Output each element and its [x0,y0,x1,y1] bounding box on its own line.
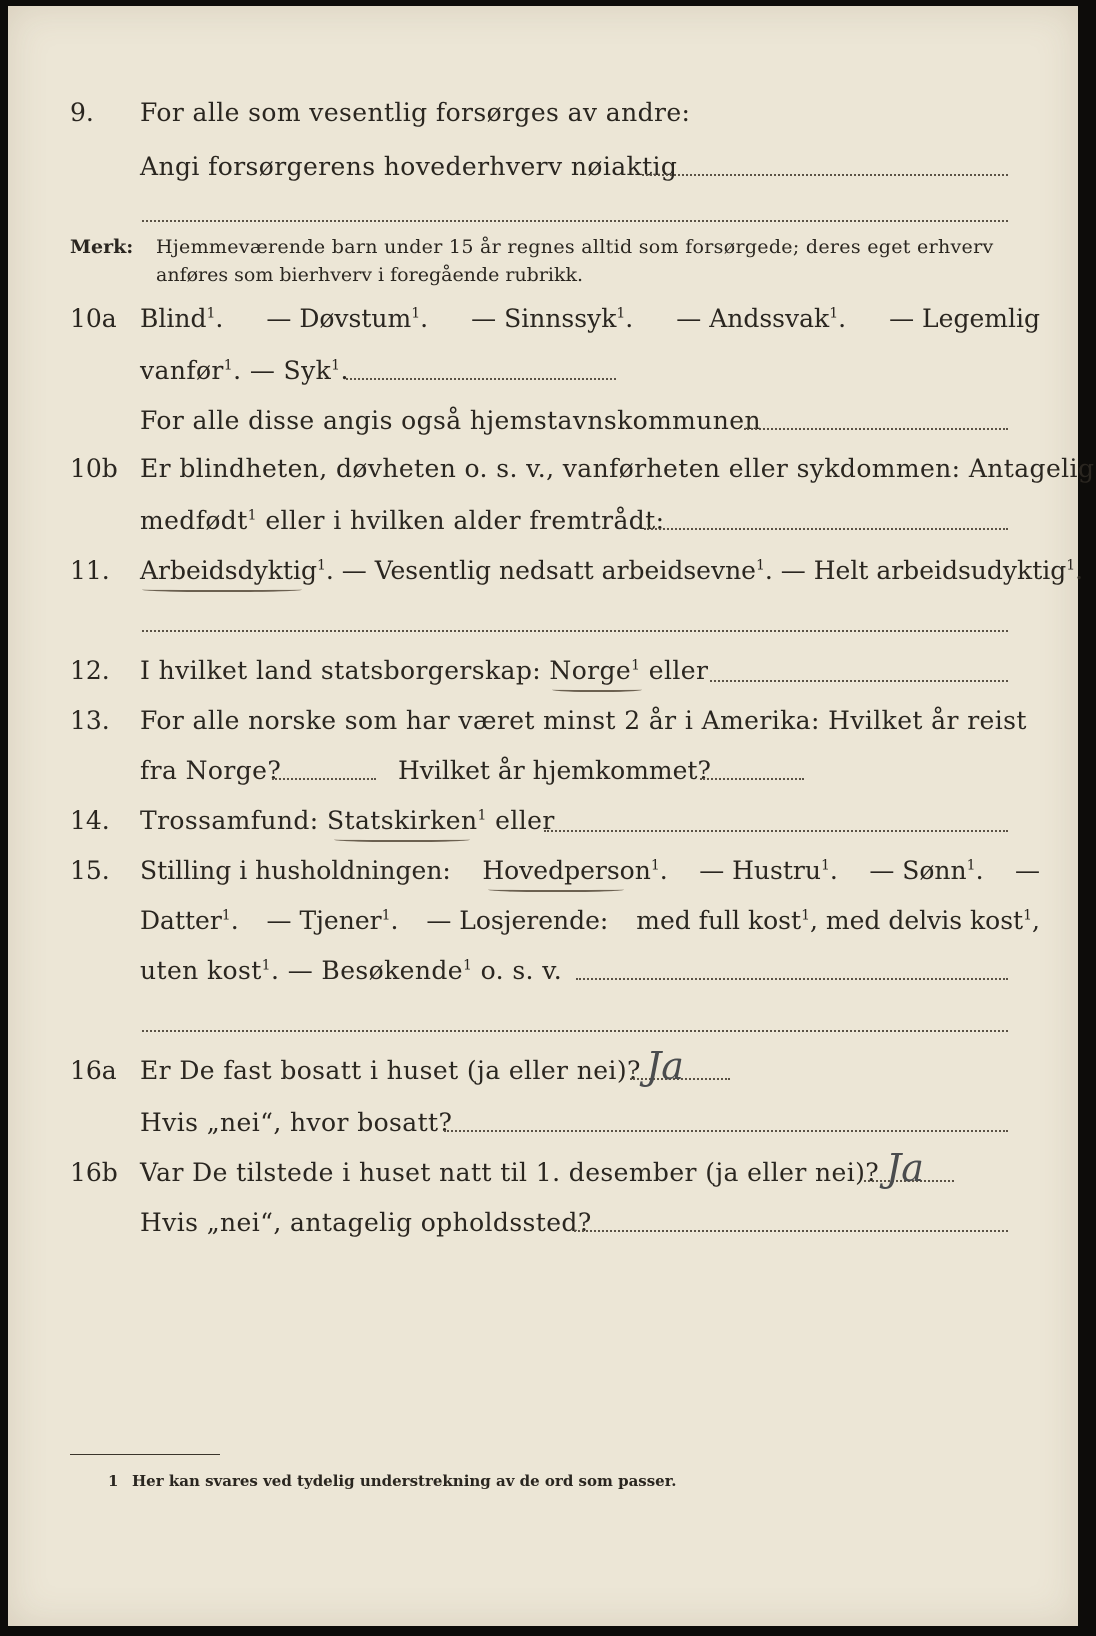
q16a-bosatt-line[interactable] [444,1130,1008,1132]
q9-answer-line[interactable] [642,174,1008,176]
q11-answer-line[interactable] [142,630,1008,632]
q9-line1: For alle som vesentlig forsørges av andre: [140,98,691,127]
q16a-number: 16a [70,1056,117,1085]
merk-line2: anføres som bierhverv i foregående rubrikk. [156,264,584,286]
footnote-mark: 1 [108,1472,119,1490]
q16a-question: Er De fast bosatt i huset (ja eller nei)? [140,1056,641,1085]
q14-number: 14. [70,806,110,835]
opt-full-kost[interactable]: med full kost [636,906,802,935]
opt-medfodt[interactable]: medfødt [140,506,248,535]
q15-number: 15. [70,856,110,885]
opt-legemlig[interactable]: — Legemlig [889,304,1040,333]
q15-label: Stilling i husholdningen: [140,856,451,885]
q12-answer-line[interactable] [710,680,1008,682]
q14-handwritten-underline [334,836,470,842]
opt-besokende[interactable]: — Besøkende [287,956,463,985]
opt-arbeidsdyktig[interactable]: Arbeidsdyktig [140,556,317,585]
q16a-hvor-bosatt: Hvis „nei“, hvor bosatt? [140,1108,453,1137]
q9-number: 9. [70,98,94,127]
opt-norge[interactable]: Norge [549,656,632,685]
q10a-answer-line[interactable] [346,378,616,380]
q12-number: 12. [70,656,110,685]
q11-handwritten-underline [142,586,302,592]
opt-hovedperson[interactable]: Hovedperson [482,856,651,885]
q13-hjemkommet: Hvilket år hjemkommet? [398,756,711,785]
opt-syk[interactable]: — Syk [249,356,332,385]
q15-line1: Stilling i husholdningen: Hovedperson$^1$. — Hustru$^1$. — Sønn$^1$. — [140,856,1040,885]
merk-line1: Hjemmeværende barn under 15 år regnes alltid som forsørgede; deres eget erhverv [156,236,994,258]
opt-udyktig[interactable]: — Helt arbeidsudyktig [780,556,1067,585]
q10b-alder: eller i hvilken alder fremtrådt: [265,506,665,535]
q16b-opholdssted-line[interactable] [574,1230,1008,1232]
q15-answer-line[interactable] [576,978,1008,980]
q14-label: Trossamfund: [140,806,319,835]
q14-answer-line[interactable] [544,830,1008,832]
opt-nedsatt[interactable]: — Vesentlig nedsatt arbeidsevne [341,556,756,585]
q15-answer-line-2[interactable] [142,1030,1008,1032]
q16b-number: 16b [70,1158,118,1187]
q13-reist-line[interactable] [272,778,376,780]
q10a-number: 10a [70,304,117,333]
merk-label: Merk: [70,236,134,258]
opt-datter[interactable]: Datter [140,906,222,935]
footnote-text: Her kan svares ved tydelig understrekning av de ord som passer. [132,1472,677,1490]
q10b-line1: Er blindheten, døvheten o. s. v., vanførheten eller sykdommen: Antagelig [140,454,1095,483]
opt-delvis-kost[interactable]: , med delvis kost [809,906,1024,935]
q16b-question: Var De tilstede i huset natt til 1. desember (ja eller nei)? [140,1158,880,1187]
q10b-number: 10b [70,454,118,483]
q10a-line1: Blind$^1$. — Døvstum$^1$. — Sinnssyk$^1$. — Andssvak$^1$. — Legemlig [140,304,1040,333]
q16b-opholdssted: Hvis „nei“, antagelig opholdssted? [140,1208,592,1237]
opt-vanfor[interactable]: vanfør [140,356,224,385]
census-form-page: 9. For alle som vesentlig forsørges av andre: Angi forsørgerens hovederhverv nøiaktig Merk: Hjemmeværende barn under 15 år regnes alltid som forsørgede; deres eget erhverv anføres som bierhverv i foregående rubrikk. 10a Blind$^1$. — Døvstum$^1$. — Sinnssyk$^1$. — Andssvak$^1$. — Legemlig vanfør$^1$. — Syk$^1$. For alle disse angis også hjemstavnskommunen 10b Er blindheten, døvheten o. s. v., vanførheten eller sykdommen: Antagelig medfødt$^1$ eller i hvilken alder fremtrådt: 11. Arbeidsdyktig$^1$. — Vesentlig nedsatt arbeidsevne$^1$. — Helt arbeidsudyktig$^1$. 12. I hvilket land statsborgerskap: Norge$^1$ eller 13. For alle norske som har været minst 2 år i Amerika: Hvilket år reist fra Norge? Hvilket år hjemkommet? 14. Trossamfund: Statskirken$^1$ eller 15. Stilling i husholdningen: Hovedperson$^1$. — Hustru$^1$. — Sønn$^1$. — Datter$^1$. — Tjener$^1$. — Losjerende: med full kost$^1$, med delvis kost$^1$, uten kost$^1$. — Besøkende$^1$ o. s. v. 16a Er De fast bosatt i huset (ja eller nei)? Ja Hvis „nei“, hvor bosatt? 16b Var De tilstede i huset natt til 1. desember (ja eller nei)? Ja Hvis „nei“, antagelig opholdssted? 1 Her kan svares ved tydelig understrekning av de ord som passer. [8,6,1078,1626]
q15-osv: o. s. v. [480,956,563,985]
q13-reist: fra Norge? [140,756,282,785]
opt-blind[interactable]: Blind [140,304,207,333]
q10a-hjemstavn: For alle disse angis også hjemstavnskommunen [140,406,761,435]
q12-label: I hvilket land statsborgerskap: [140,656,542,685]
opt-andssvak[interactable]: — Andssvak [676,304,830,333]
q13-number: 13. [70,706,110,735]
footnote-rule [70,1454,220,1455]
opt-tjener[interactable]: — Tjener [266,906,382,935]
opt-hustru[interactable]: — Hustru [699,856,821,885]
opt-losjerende[interactable]: — Losjerende: [426,906,609,935]
q10a-hjemstavn-line[interactable] [744,428,1008,430]
q10b-answer-line[interactable] [644,528,1008,530]
q9-answer-line-2[interactable] [142,220,1008,222]
q13-line1: For alle norske som har været minst 2 år i Amerika: Hvilket år reist [140,706,1027,735]
q15-handwritten-underline [488,886,624,892]
q16a-handwritten-answer: Ja [646,1044,684,1088]
opt-dovstum[interactable]: — Døvstum [266,304,412,333]
opt-sonn[interactable]: — Sønn [869,856,967,885]
q12-handwritten-underline [552,686,642,692]
q11-number: 11. [70,556,110,585]
opt-sinnssyk[interactable]: — Sinnssyk [471,304,617,333]
q14-eller: eller [495,806,555,835]
opt-statskirken[interactable]: Statskirken [327,806,478,835]
opt-uten-kost[interactable]: uten kost [140,956,262,985]
q12-eller: eller [648,656,709,685]
q13-hjemkommet-line[interactable] [700,778,804,780]
q9-line2: Angi forsørgerens hovederhverv nøiaktig [140,152,678,181]
q16b-handwritten-answer: Ja [886,1146,924,1190]
